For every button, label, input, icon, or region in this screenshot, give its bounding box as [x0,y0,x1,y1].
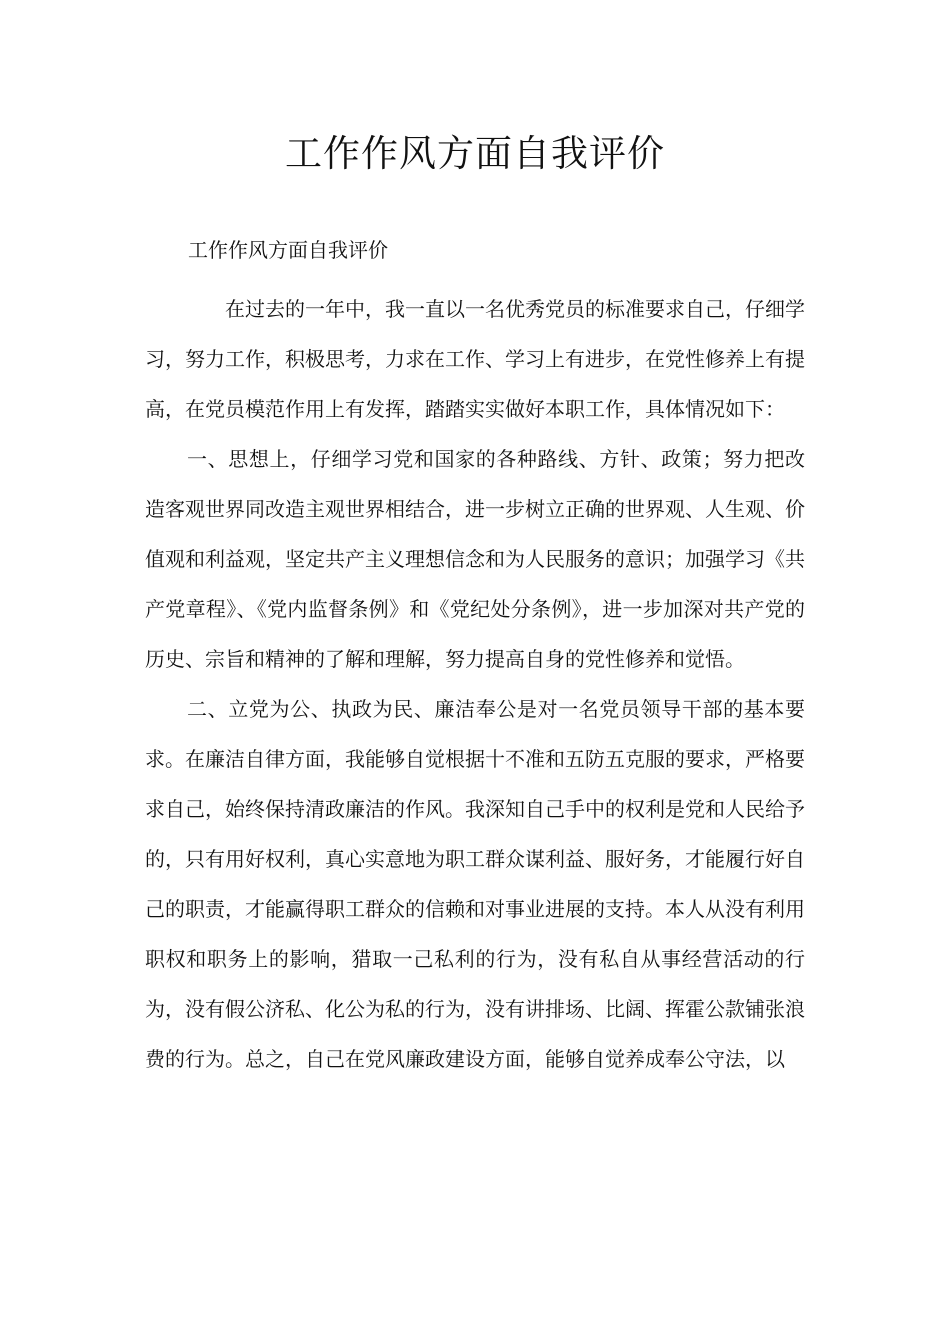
paragraph-integrity: 二、立党为公、执政为民、廉洁奉公是对一名党员领导干部的基本要求。在廉洁自律方面，我能够自觉根据十不准和五防五克服的要求，严格要求自己，始终保持清政廉洁的作风。我深知自己手中的权利是党和人民给予的，只有用好权利，真心实意地为职工群众谋利益、服好务，才能履行好自己的职责，才能赢得职工群众的信赖和对事业进展的支持。本人从没有利用职权和职务上的影响，猎取一己私利的行为，没有私自从事经营活动的行为，没有假公济私、化公为私的行为，没有讲排场、比阔、挥霍公款铺张浪费的行为。总之，自己在党风廉政建设方面，能够自觉养成奉公守法，以 [145,697,805,1071]
document-body [145,284,805,1084]
paragraph-ideology: 一、思想上，仔细学习党和国家的各种路线、方针、政策；努力把改造客观世界同改造主观世界相结合，进一步树立正确的世界观、人生观、价值观和利益观，坚定共产主义理想信念和为人民服务的意识；加强学习《共产党章程》、《党内监督条例》和《党纪处分条例》，进一步加深对共产党的历史、宗旨和精神的了解和理解，努力提高自身的党性修养和觉悟。 [145,447,805,671]
paragraph-intro: 在过去的一年中，我一直以一名优秀党员的标准要求自己，仔细学习，努力工作，积极思考，力求在工作、学习上有进步，在党性修养上有提高，在党员模范作用上有发挥，踏踏实实做好本职工作，具体情况如下： [145,297,805,421]
document-subtitle: 工作作风方面自我评价 [188,238,388,262]
document-title: 工作作风方面自我评价 [285,132,665,175]
